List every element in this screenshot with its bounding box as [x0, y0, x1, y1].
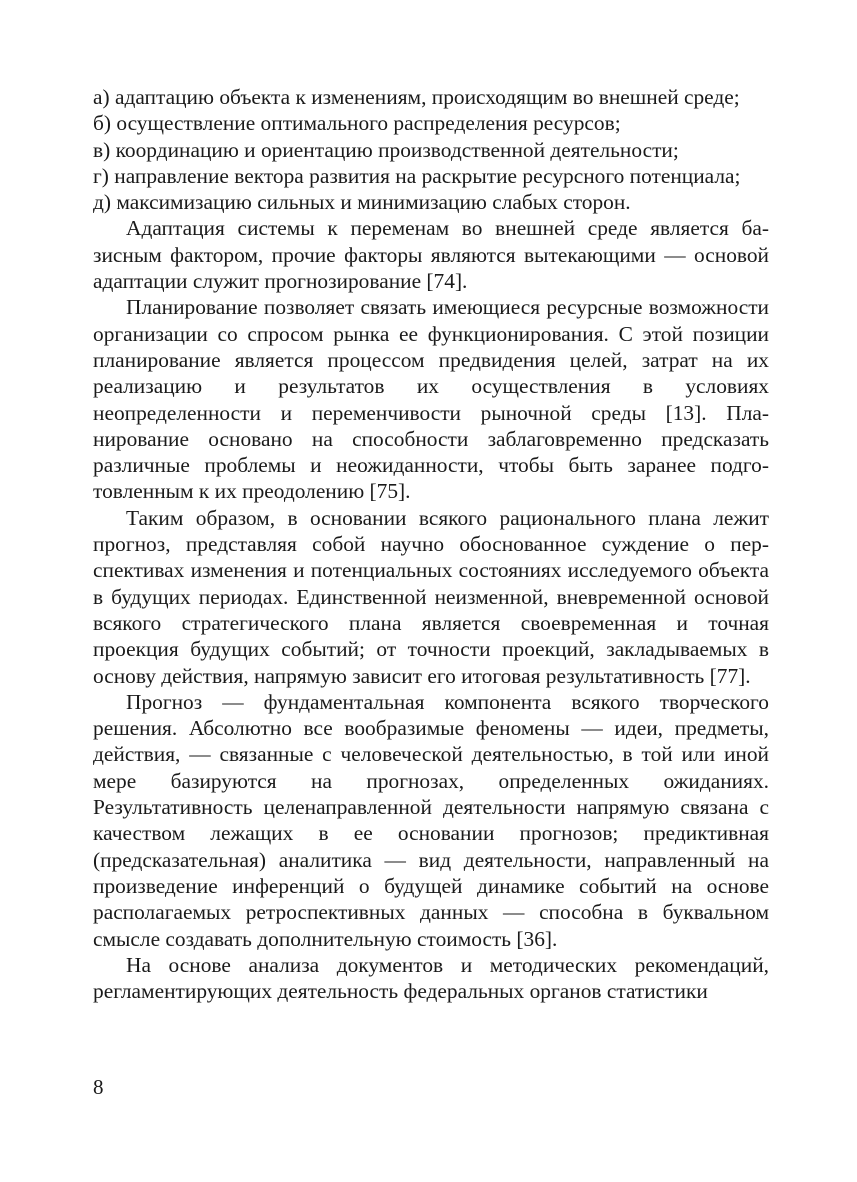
- paragraph-forecast-component: Прогноз — фундаментальная компонента всякого творческого решения. Абсолютно все вообразимые феномены — идеи, предметы, действия, — связанные с человеческой деятельностью, в той или иной мере базируются на прогнозах, определенных ожиданиях. Результативность целенаправленной деятельности напрямую связана с качеством лежащих в ее основании прогнозов; предиктивная (предсказательная) аналитика — вид деятельности, направленный на произведение инференций о будущей динамике событий на основе располагаемых ретроспективных данных — способна в буквальном смысле создавать дополнительную стоимость [36].: [93, 689, 769, 951]
- list-item-e: д) максимизацию сильных и минимизацию слабых сторон.: [93, 190, 631, 215]
- list-item-d: г) направление вектора развития на раскрытие ресурсного потенциала;: [93, 163, 741, 188]
- body-text: [93, 84, 769, 1004]
- paragraph-forecast-basis: Таким образом, в основании всякого рационального плана лежит прогноз, представляя собой научно обоснованное суждение о перспективах изменения и потенциальных состояниях исследуемого объекта в будущих периодах. Единственной неизменной, вневременной основой всякого стратегического плана является своевременная и точная проекция будущих событий; от точности проекций, закладываемых в основу действия, напрямую зависит его итоговая результативность [77].: [93, 505, 769, 688]
- paragraph-adaptation: Адаптация системы к переменам во внешней среде является базисным фактором, прочие факторы являются вытекающими — основой адаптации служит прогнозирование [74].: [93, 216, 769, 294]
- paragraph-document-analysis: На основе анализа документов и методических рекомендаций, регламентирующих деятельность федеральных органов статистики: [93, 952, 769, 1004]
- list-item-a: а) адаптацию объекта к изменениям, происходящим во внешней среде;: [93, 85, 740, 109]
- list-item-b: б) осуществление оптимального распределения ресурсов;: [93, 111, 621, 136]
- page-number: 8: [93, 1075, 104, 1099]
- paragraph-planning: Планирование позволяет связать имеющиеся ресурсные возможности организации со спросом рынка ее функционирования. С этой позиции планирование является процессом предвидения целей, затрат на их реализацию и результатов их осуществления в условиях неопределенности и переменчивости рыночной среды [13]. Планирование основано на способности заблаговременно предсказать различные проблемы и неожиданности, чтобы быть заранее подготовленным к их преодолению [75].: [93, 295, 769, 504]
- list-item-c: в) координацию и ориентацию производственной деятельности;: [93, 137, 679, 162]
